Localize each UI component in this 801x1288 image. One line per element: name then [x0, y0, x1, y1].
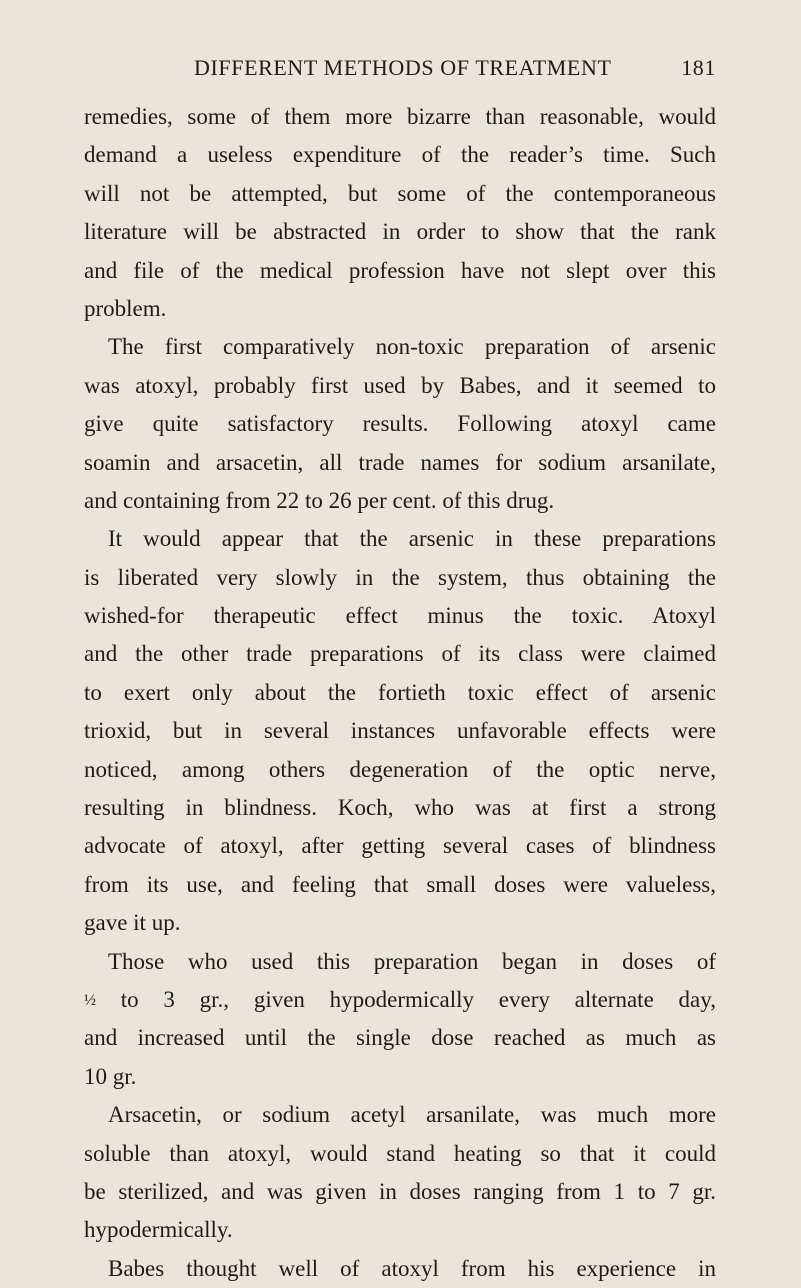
text-line: to exert only about the fortieth toxic effect of arsenic — [84, 679, 716, 705]
text-line: soluble than atoxyl, would stand heating so that it could — [84, 1140, 716, 1166]
text-line: trioxid, but in several instances unfavorable effects were — [84, 718, 716, 744]
running-head — [84, 48, 716, 88]
text-line: wished-for therapeutic effect minus the toxic. Atoxyl — [84, 603, 716, 629]
text-line: give quite satisfactory results. Following atoxyl came — [84, 411, 716, 437]
text-line: advocate of atoxyl, after getting several cases of blindness — [84, 833, 716, 859]
text-line: 10 gr. — [84, 1063, 137, 1089]
text-line: soamin and arsacetin, all trade names for sodium arsanilate, — [84, 449, 716, 475]
text-line: resulting in blindness. Koch, who was at first a strong — [84, 795, 716, 821]
text-line-rest: to 3 gr., given hypodermically every alternate day, — [120, 986, 716, 1012]
paragraph-start-line: Those who used this preparation began in doses of — [108, 948, 716, 974]
paragraph-start-line: It would appear that the arsenic in these preparations — [108, 526, 716, 552]
text-line: problem. — [84, 295, 167, 321]
text-line-with-fraction — [84, 981, 716, 1019]
body-text — [84, 98, 716, 1288]
text-line: remedies, some of them more bizarre than reasonable, would — [84, 104, 716, 129]
fraction: ½ — [84, 991, 96, 1009]
text-line: from its use, and feeling that small doses were valueless, — [84, 871, 716, 897]
text-line: is liberated very slowly in the system, thus obtaining the — [84, 564, 716, 590]
text-line: noticed, among others degeneration of the optic nerve, — [84, 756, 716, 782]
paragraph-start-line: Arsacetin, or sodium acetyl arsanilate, was much more — [108, 1102, 716, 1128]
page-number: 181 — [681, 55, 716, 80]
text-line: be sterilized, and was given in doses ranging from 1 to 7 gr. — [84, 1178, 716, 1204]
text-line: literature will be abstracted in order to show that the rank — [84, 219, 716, 245]
text-line: and increased until the single dose reached as much as — [84, 1025, 716, 1051]
text-line: and the other trade preparations of its class were claimed — [84, 641, 716, 667]
text-line: was atoxyl, probably first used by Babes, and it seemed to — [84, 372, 716, 398]
text-line: and containing from 22 to 26 per cent. of this drug. — [84, 487, 555, 513]
text-line: hypodermically. — [84, 1217, 233, 1243]
text-line: will not be attempted, but some of the contemporaneous — [84, 180, 716, 206]
paragraph-start-line: Babes thought well of atoxyl from his experience in — [108, 1255, 716, 1281]
text-line: gave it up. — [84, 910, 181, 936]
text-line: demand a useless expenditure of the reader’s time. Such — [84, 142, 716, 168]
running-head-title: DIFFERENT METHODS OF TREATMENT — [194, 55, 612, 80]
paragraph-start-line: The first comparatively non-toxic preparation of arsenic — [108, 334, 716, 360]
text-line: and file of the medical profession have not slept over this — [84, 257, 716, 283]
